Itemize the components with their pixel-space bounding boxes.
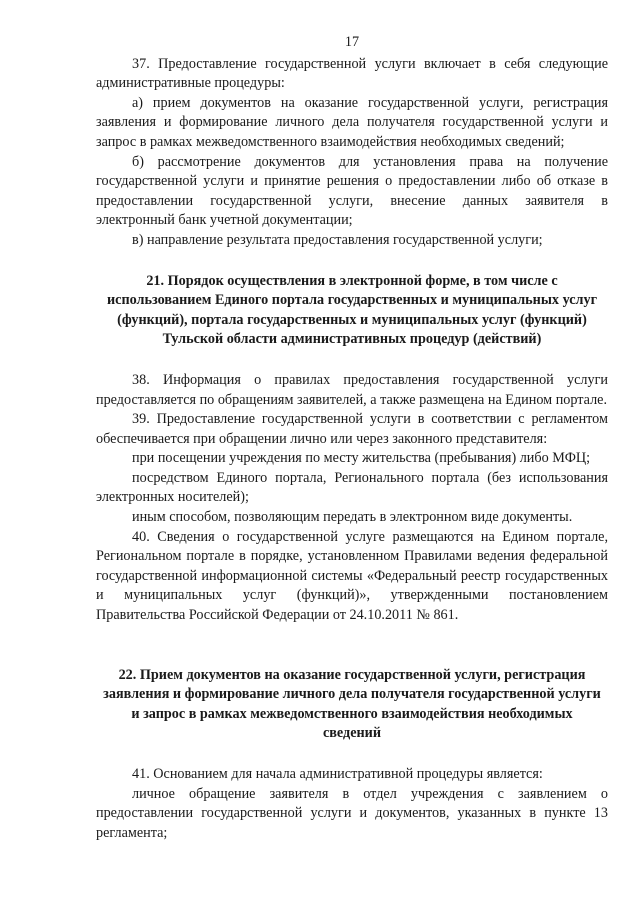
paragraph-39-item-3: иным способом, позволяющим передать в электронном виде документы. xyxy=(132,509,573,526)
paragraph-39-item-2: посредством Единого портала, Регионального портала (без использования электронных носителей); xyxy=(96,469,608,506)
paragraph-40: 40. Сведения о государственной услуге размещаются на Едином портале, Региональном портале в порядке, установленном Правилами ведения федеральной государственной информационной системы «Федеральный реестр государственных и муниципальных услуг (функций)», утвержденными постановлением Правительства Российской Федерации от 24.10.2011 № 861. xyxy=(96,528,608,624)
paragraph-39: 39. Предоставление государственной услуги в соответствии с регламентом обеспечивается при обращении лично или через законного представителя: xyxy=(96,411,608,447)
paragraph-39-item-1: при посещении учреждения по месту жительства (пребывания) либо МФЦ; xyxy=(132,450,591,467)
paragraph-41-item-1: личное обращение заявителя в отдел учреждения с заявлением о предоставлении государственной услуги и документов, указанных в пункте 13 регламента; xyxy=(96,785,608,841)
section-heading-21: 21. Порядок осуществления в электронной форме, в том числе с использованием Единого портала государственных и муниципальных услуг (функций), портала государственных и муниципальных услуг (функций) Тульской области административных процедур (действий) xyxy=(106,272,598,348)
page-number: 17 xyxy=(344,34,360,50)
paragraph-37-a: а) прием документов на оказание государственной услуги, регистрация заявления и формирование личного дела получателя государственной услуги и запрос в рамках межведомственного взаимодействия необходимых сведений; xyxy=(96,94,608,150)
paragraph-38: 38. Информация о правилах предоставления государственной услуги предоставляется по обращениям заявителей, а также размещена на Едином портале. xyxy=(96,371,608,408)
paragraph-41: 41. Основанием для начала административной процедуры является: xyxy=(132,766,543,782)
paragraph-37: 37. Предоставление государственной услуги включает в себя следующие административные процедуры: xyxy=(96,55,608,92)
paragraph-37-v: в) направление результата предоставления государственной услуги; xyxy=(132,231,543,248)
section-heading-22: 22. Прием документов на оказание государственной услуги, регистрация заявления и формирование личного дела получателя государственной услуги и запрос в рамках межведомственного взаимодействия необходимых сведений xyxy=(103,666,601,742)
paragraph-37-b: б) рассмотрение документов для установления права на получение государственной услуги и принятие решения о предоставлении либо об отказе в предоставлении государственной услуги, внесение данных заявителя в электронный банк учетной документации; xyxy=(96,153,608,229)
